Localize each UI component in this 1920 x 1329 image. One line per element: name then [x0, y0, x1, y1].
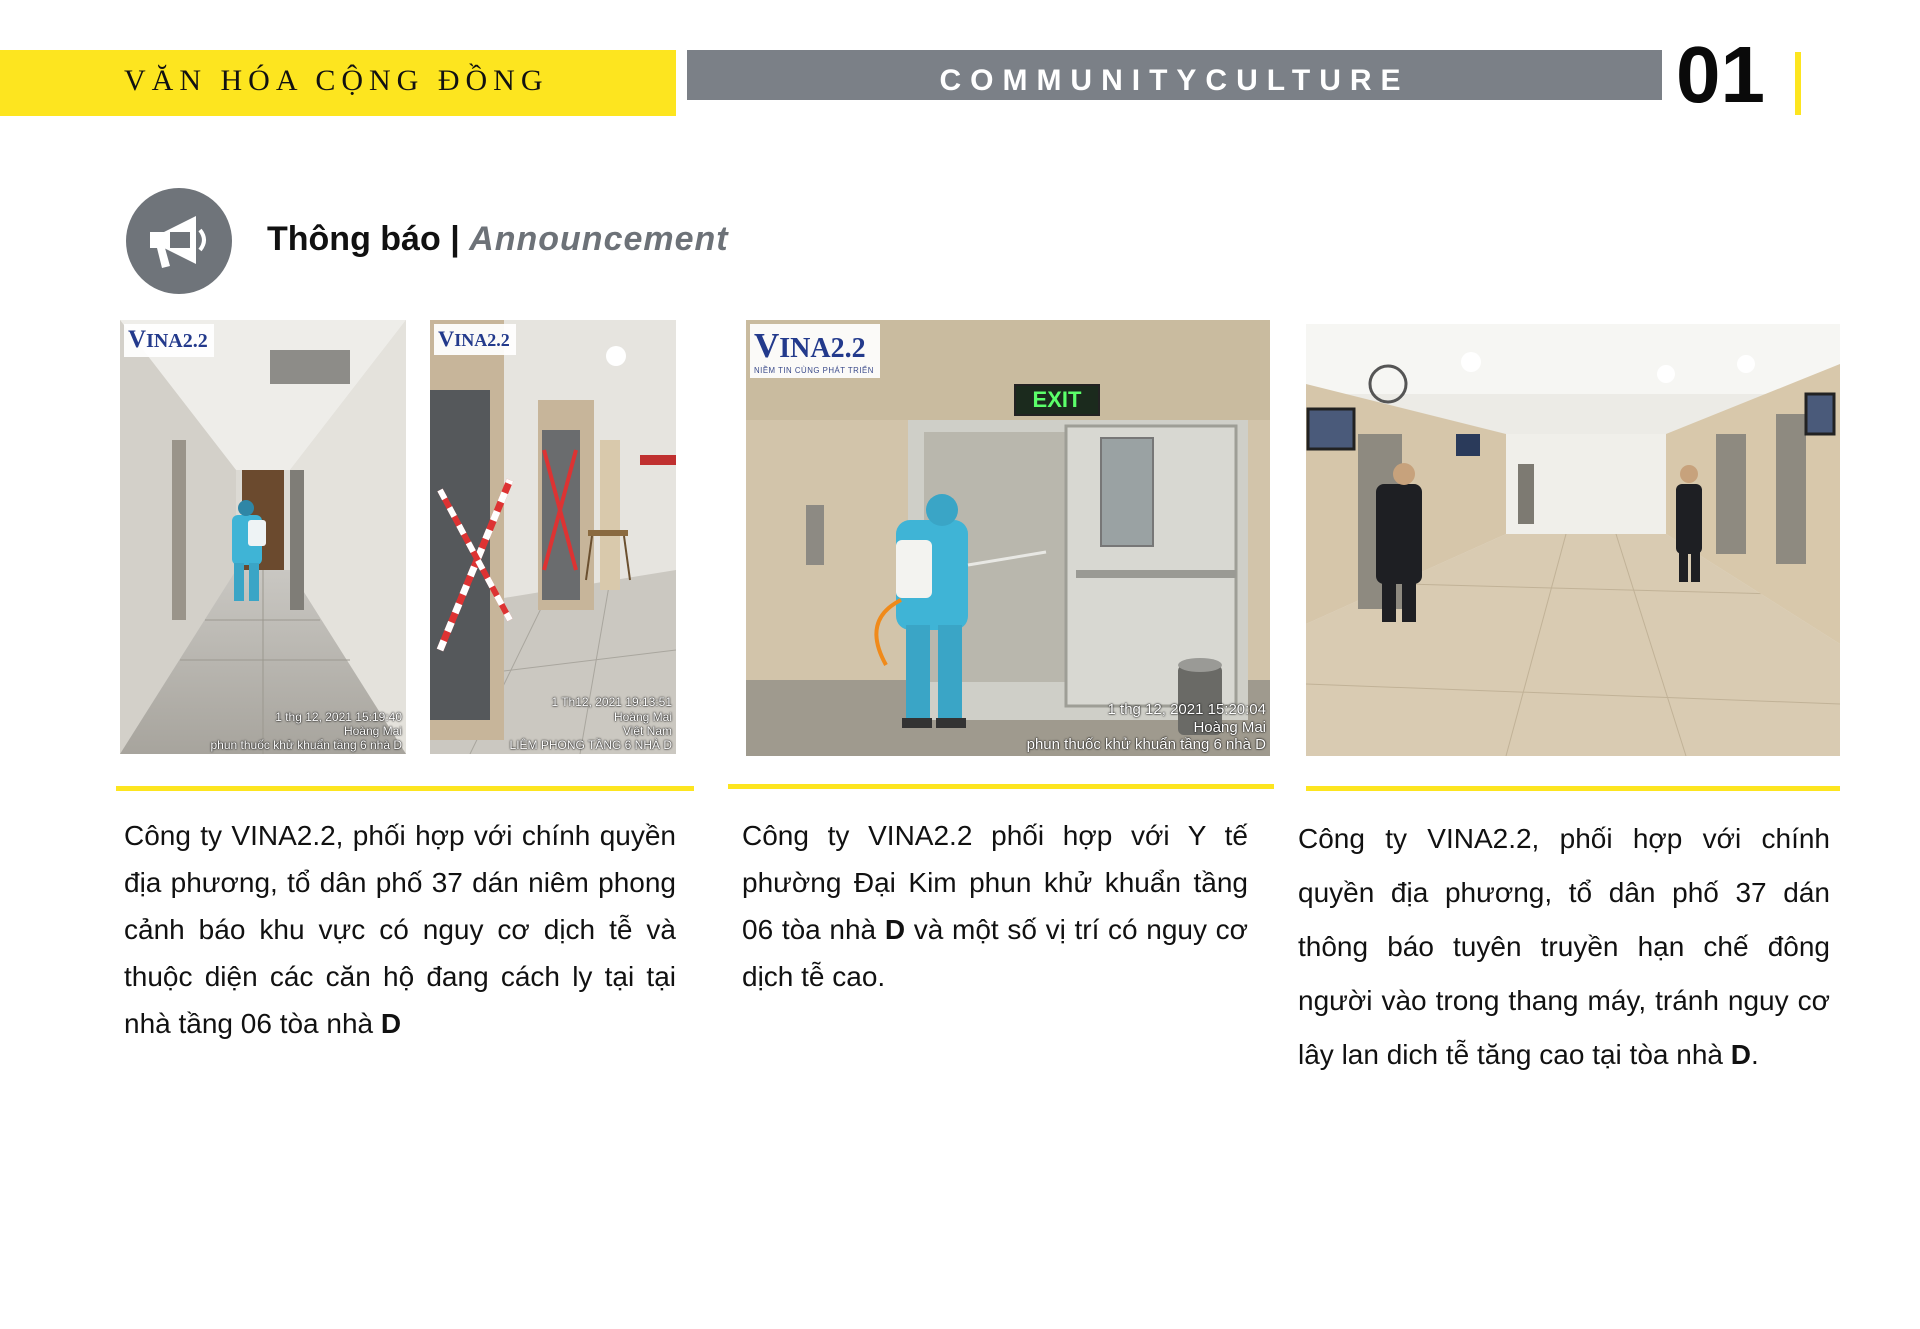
photo-timestamp: 1 thg 12, 2021 15:20:04 Hoàng Mai phun thuốc khử khuẩn tầng 6 nhà D: [1026, 700, 1266, 754]
photo-timestamp: 1 Th12, 2021 19:13:51 Hoàng Mai Việt Nam LIÊM PHONG TẦNG 6 NHÀ D: [509, 695, 672, 752]
photo-exit-door-spraying: [746, 320, 1270, 756]
column-1-text: Công ty VINA2.2, phối hợp với chính quyền địa phương, tổ dân phố 37 dán niêm phong cảnh báo khu vực có nguy cơ dịch tễ và thuộc diện các căn hộ đang cách ly tại tại nhà tầng 06 tòa nhà D: [124, 820, 676, 1039]
announcement-badge: [126, 188, 232, 294]
header-accent-mark: [1795, 52, 1801, 115]
building-d-label: D: [1730, 1039, 1751, 1070]
header-title-en: COMMUNITYCULTURE: [939, 64, 1410, 97]
section-title-vi: Thông báo: [267, 220, 441, 258]
vina-logo: VINA2.2: [124, 324, 214, 357]
page-number: 01: [1676, 30, 1765, 119]
megaphone-icon: [146, 210, 212, 272]
vina-logo: VINA2.2 NIỀM TIN CÙNG PHÁT TRIỂN: [750, 324, 880, 378]
column-2-text: Công ty VINA2.2 phối hợp với Y tế phường Đại Kim phun khử khuẩn tầng 06 tòa nhà D và một số vị trí có nguy cơ dịch tễ cao.: [742, 820, 1249, 992]
column-3-text: Công ty VINA2.2, phối hợp với chính quyền địa phương, tổ dân phố 37 dán thông báo tuyên truyền hạn chế đông người vào trong thang máy, tránh nguy cơ lây lan dich tễ tăng cao tại tòa nhà D.: [1298, 823, 1830, 1070]
header-title-vi: VĂN HÓA CỘNG ĐỒNG: [124, 64, 549, 97]
section-title: [267, 220, 729, 259]
divider-col-2: [728, 784, 1274, 789]
building-d-label: D: [884, 914, 906, 945]
divider-col-1: [116, 786, 694, 791]
exit-sign: EXIT: [1014, 384, 1100, 416]
vina-logo: VINA2.2: [434, 324, 516, 355]
section-title-separator: |: [450, 220, 460, 258]
photo-elevator-lobby: [1306, 324, 1840, 756]
section-title-en: Announcement: [469, 220, 729, 258]
building-d-label: D: [380, 1008, 402, 1039]
photo-sealed-elevator: [430, 320, 676, 754]
divider-col-3: [1306, 786, 1840, 791]
photo-timestamp: 1 thg 12, 2021 15:19:40 Hoàng Mai phun thuốc khử khuẩn tầng 6 nhà D: [210, 709, 402, 752]
photo-corridor-spraying: [120, 320, 406, 754]
